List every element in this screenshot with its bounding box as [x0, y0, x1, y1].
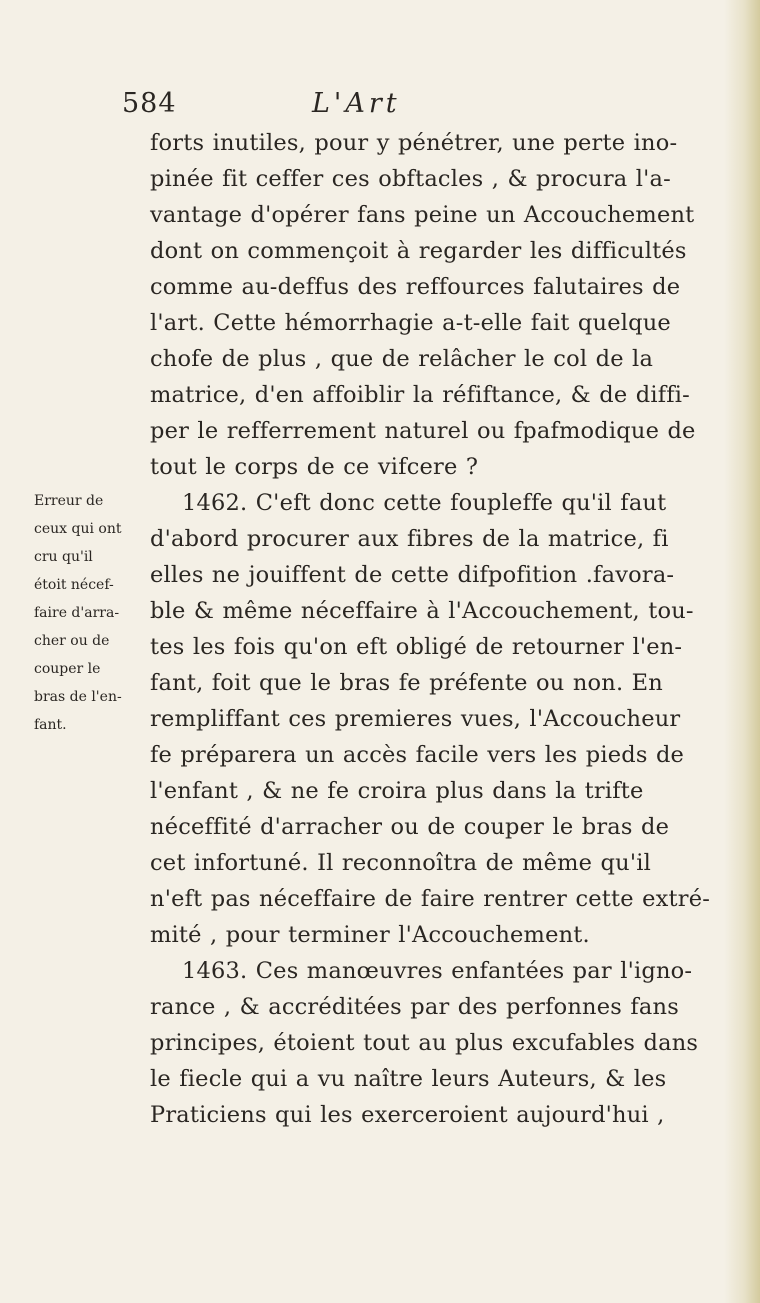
text-line: mité , pour terminer l'Accouchement. [150, 922, 590, 948]
text-line: cet infortuné. Il reconnoîtra de même qu'il [150, 850, 652, 876]
text-line: vantage d'opérer fans peine un Accouchement [150, 202, 695, 228]
body-text [150, 125, 720, 1133]
paragraph-1463-start: 1463. Ces manœuvres enfantées par l'igno- [182, 958, 693, 984]
margin-note-line: cru qu'il [34, 549, 93, 565]
text-line: l'art. Cette hémorrhagie a-t-elle fait quelque [150, 310, 671, 336]
margin-note-line: Erreur de [34, 493, 104, 509]
text-line: elles ne jouiffent de cette difpofition .favora- [150, 562, 675, 588]
text-line: Praticiens qui les exerceroient aujourd'hui , [150, 1102, 665, 1128]
text-line: dont on commençoit à regarder les difficultés [150, 238, 687, 264]
running-title: L'Art [312, 88, 401, 119]
margin-note-line: faire d'arra- [34, 605, 120, 621]
margin-note-line: étoit nécef- [34, 577, 114, 593]
text-line: l'enfant , & ne fe croira plus dans la trifte [150, 778, 644, 804]
text-line: tes les fois qu'on eft obligé de retourner l'en- [150, 634, 683, 660]
text-line: d'abord procurer aux fibres de la matrice, fi [150, 526, 669, 552]
text-line: le fiecle qui a vu naître leurs Auteurs, & les [150, 1066, 667, 1092]
running-head [122, 88, 622, 128]
text-line: forts inutiles, pour y pénétrer, une perte ino- [150, 130, 678, 156]
paragraph-1462-start: 1462. C'eft donc cette foupleffe qu'il faut [182, 490, 667, 516]
text-line: fant, foit que le bras fe préfente ou non. En [150, 670, 663, 696]
text-line: n'eft pas néceffaire de faire rentrer cette extré- [150, 886, 711, 912]
text-line: fe préparera un accès facile vers les pieds de [150, 742, 685, 768]
text-line: rance , & accréditées par des perfonnes fans [150, 994, 679, 1020]
page-edge-shadow [724, 0, 760, 1303]
text-line: pinée fit ceffer ces obftacles , & procura l'a- [150, 166, 671, 192]
text-line: matrice, d'en affoiblir la réfiftance, & de diffi- [150, 382, 690, 408]
text-line: tout le corps de ce vifcere ? [150, 454, 479, 480]
text-line: per le refferrement naturel ou fpafmodique de [150, 418, 696, 444]
text-line: ble & même néceffaire à l'Accouchement, tou- [150, 598, 694, 624]
margin-note-line: bras de l'en- [34, 689, 122, 705]
margin-note-line: ceux qui ont [34, 521, 122, 537]
margin-note-line: fant. [34, 717, 67, 733]
margin-note [34, 487, 144, 739]
margin-note-line: couper le [34, 661, 101, 677]
text-line: rempliffant ces premieres vues, l'Accoucheur [150, 706, 681, 732]
text-line: néceffité d'arracher ou de couper le bras de [150, 814, 670, 840]
margin-note-line: cher ou de [34, 633, 110, 649]
page-number: 584 [122, 88, 177, 119]
text-line: chofe de plus , que de relâcher le col de la [150, 346, 654, 372]
text-line: principes, étoient tout au plus excufables dans [150, 1030, 699, 1056]
text-line: comme au-deffus des reffources falutaires de [150, 274, 681, 300]
